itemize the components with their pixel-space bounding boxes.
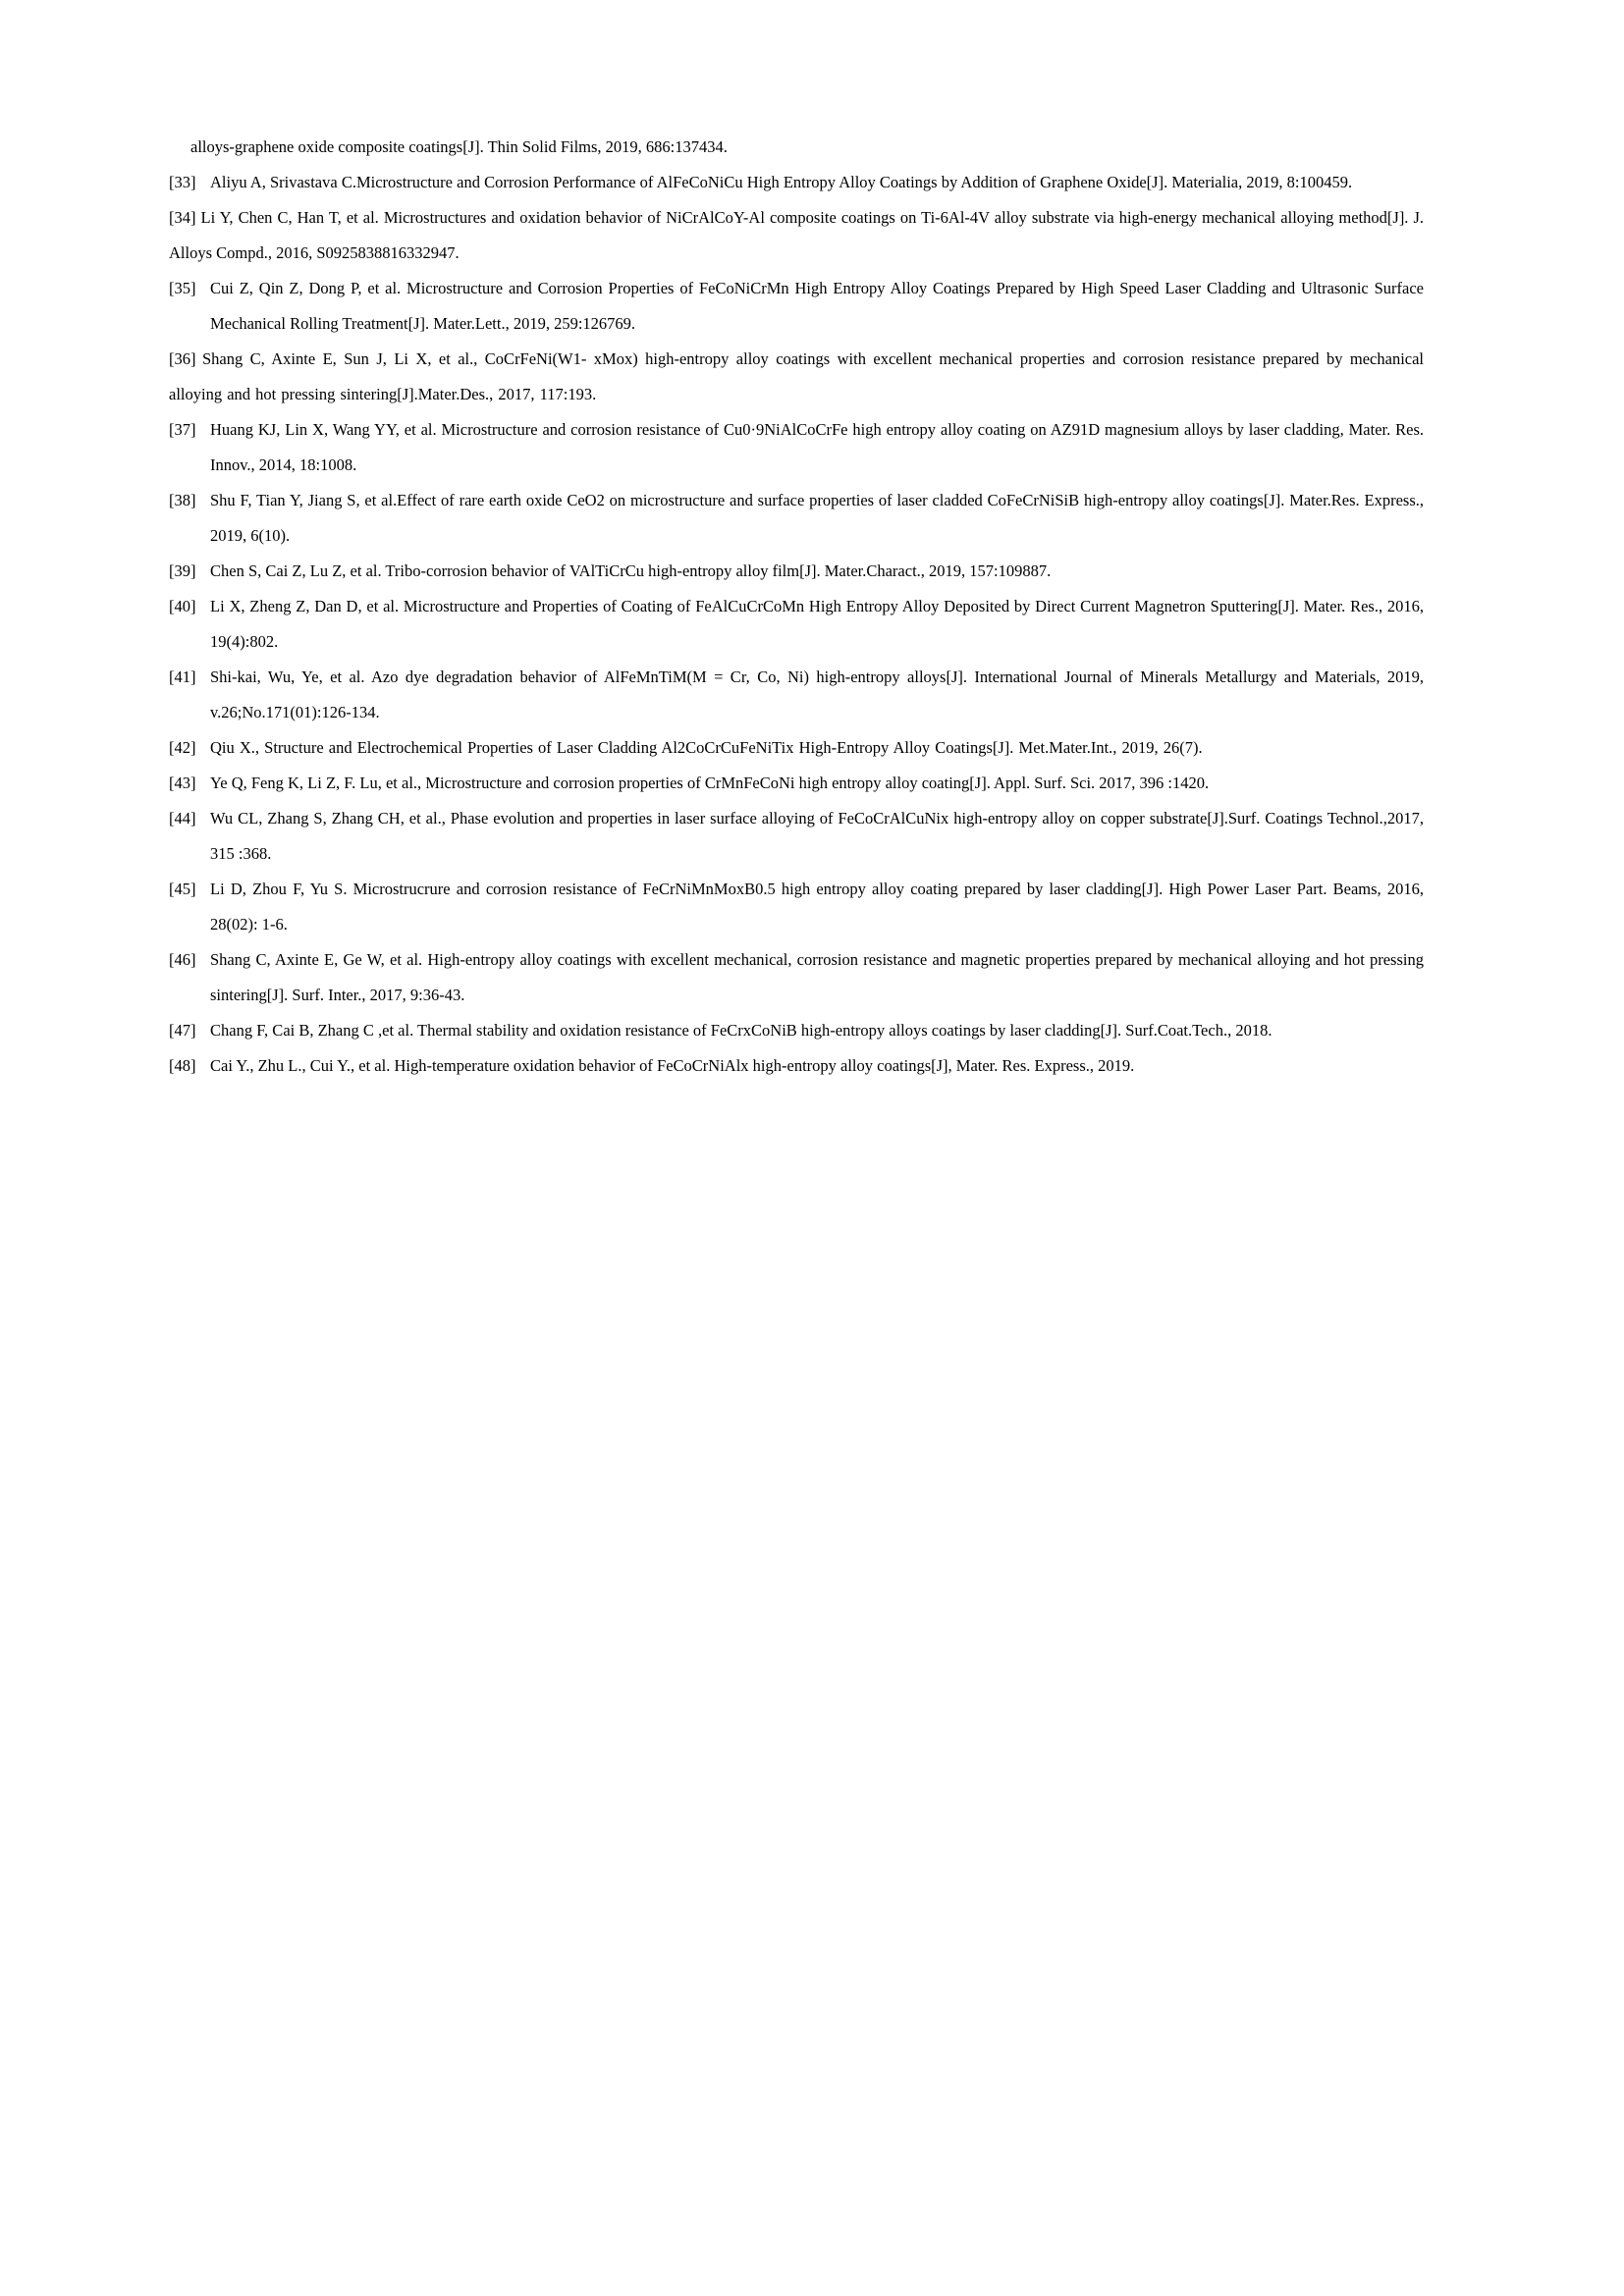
reference-text: Shi-kai, Wu, Ye, et al. Azo dye degradation behavior of AlFeMnTiM(M = Cr, Co, Ni) high-entropy alloys[J]. International Journal of Minerals Metallurgy and Materials, 2019, v.26;No.171(01):126-134. [210,667,1424,721]
reference-item-40 [169,589,1424,660]
reference-number: [40] [169,597,196,615]
reference-item-42 [169,730,1424,766]
reference-number: [33] [169,173,196,191]
reference-text: Ye Q, Feng K, Li Z, F. Lu, et al., Microstructure and corrosion properties of CrMnFeCoNi high entropy alloy coating[J]. Appl. Surf. Sci. 2017, 396 :1420. [210,774,1210,792]
reference-number: [37] [169,420,196,439]
reference-text: Qiu X., Structure and Electrochemical Properties of Laser Cladding Al2CoCrCuFeNiTix High-Entropy Alloy Coatings[J]. Met.Mater.Int., 2019, 26(7). [210,738,1203,757]
reference-item-34 [169,200,1424,271]
reference-text: Li Y, Chen C, Han T, et al. Microstructures and oxidation behavior of NiCrAlCoY-Al composite coatings on Ti-6Al-4V alloy substrate via high-energy mechanical alloying method[J]. J. Alloys Compd., 2016, S0925838816332947. [169,208,1425,262]
reference-item-37 [169,412,1424,483]
references-list [169,130,1424,1084]
reference-item-39 [169,554,1424,589]
reference-text: Shu F, Tian Y, Jiang S, et al.Effect of rare earth oxide CeO2 on microstructure and surface properties of laser cladded CoFeCrNiSiB high-entropy alloy coatings[J]. Mater.Res. Express., 2019, 6(10). [210,491,1424,545]
reference-text: Shang C, Axinte E, Sun J, Li X, et al., CoCrFeNi(W1- xMox) high-entropy alloy coatings with excellent mechanical properties and corrosion resistance prepared by mechanical alloying and hot pressing sintering[J].Mater.Des., 2017, 117:193. [169,349,1425,403]
reference-item-47 [169,1013,1424,1048]
reference-number: [44] [169,809,196,828]
reference-text: Huang KJ, Lin X, Wang YY, et al. Microstructure and corrosion resistance of Cu0·9NiAlCoCrFe high entropy alloy coating on AZ91D magnesium alloys by laser cladding, Mater. Res. Innov., 2014, 18:1008. [210,420,1424,474]
reference-text: Chen S, Cai Z, Lu Z, et al. Tribo-corrosion behavior of VAlTiCrCu high-entropy alloy film[J]. Mater.Charact., 2019, 157:109887. [210,561,1052,580]
reference-item-33 [169,165,1424,200]
reference-number: [48] [169,1056,196,1075]
reference-text: Li X, Zheng Z, Dan D, et al. Microstructure and Properties of Coating of FeAlCuCrCoMn High Entropy Alloy Deposited by Direct Current Magnetron Sputtering[J]. Mater. Res., 2016, 19(4):802. [210,597,1424,651]
reference-item-41 [169,660,1424,730]
reference-number: [39] [169,561,196,580]
continuation-line: alloys-graphene oxide composite coatings[J]. Thin Solid Films, 2019, 686:137434. [190,137,728,156]
reference-item-43 [169,766,1424,801]
reference-number: [34] [169,208,196,227]
reference-text: Wu CL, Zhang S, Zhang CH, et al., Phase evolution and properties in laser surface alloying of FeCoCrAlCuNix high-entropy alloy on copper substrate[J].Surf. Coatings Technol.,2017, 315 :368. [210,809,1424,863]
reference-item-35 [169,271,1424,342]
reference-number: [46] [169,950,196,969]
reference-number: [41] [169,667,196,686]
reference-item-45 [169,872,1424,942]
reference-number: [45] [169,880,196,898]
reference-item-38 [169,483,1424,554]
reference-item-48 [169,1048,1424,1084]
reference-text: Shang C, Axinte E, Ge W, et al. High-entropy alloy coatings with excellent mechanical, corrosion resistance and magnetic properties prepared by mechanical alloying and hot pressing sintering[J]. Surf. Inter., 2017, 9:36-43. [210,950,1424,1004]
reference-number: [38] [169,491,196,509]
reference-number: [35] [169,279,196,297]
reference-item-44 [169,801,1424,872]
reference-text: Aliyu A, Srivastava C.Microstructure and Corrosion Performance of AlFeCoNiCu High Entropy Alloy Coatings by Addition of Graphene Oxide[J]. Materialia, 2019, 8:100459. [210,173,1353,191]
reference-text: Chang F, Cai B, Zhang C ,et al. Thermal stability and oxidation resistance of FeCrxCoNiB high-entropy alloys coatings by laser cladding[J]. Surf.Coat.Tech., 2018. [210,1021,1272,1040]
reference-text: Cai Y., Zhu L., Cui Y., et al. High-temperature oxidation behavior of FeCoCrNiAlx high-entropy alloy coatings[J], Mater. Res. Express., 2019. [210,1056,1135,1075]
reference-item-46 [169,942,1424,1013]
reference-number: [42] [169,738,196,757]
reference-text: Li D, Zhou F, Yu S. Microstrucrure and corrosion resistance of FeCrNiMnMoxB0.5 high entropy alloy coating prepared by laser cladding[J]. High Power Laser Part. Beams, 2016, 28(02): 1-6. [210,880,1424,934]
reference-number: [47] [169,1021,196,1040]
reference-number: [43] [169,774,196,792]
reference-item-36 [169,342,1424,412]
reference-number: [36] [169,349,196,368]
reference-text: Cui Z, Qin Z, Dong P, et al. Microstructure and Corrosion Properties of FeCoNiCrMn High Entropy Alloy Coatings Prepared by High Speed Laser Cladding and Ultrasonic Surface Mechanical Rolling Treatment[J]. Mater.Lett., 2019, 259:126769. [210,279,1424,333]
